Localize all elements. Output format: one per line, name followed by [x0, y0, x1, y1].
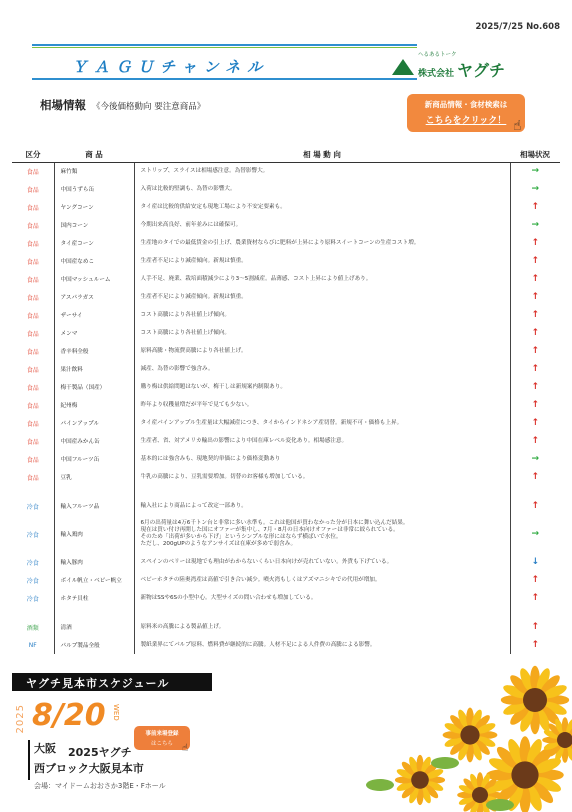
row-status-arrow-icon: ↑	[531, 292, 540, 302]
table-row	[12, 198, 560, 216]
row-item: パインアップル	[54, 414, 134, 432]
row-item: 中国産みかん缶	[54, 432, 134, 450]
row-item: 果汁飲料	[54, 360, 134, 378]
row-item: 中国マッシュルーム	[54, 270, 134, 288]
table-row	[12, 360, 560, 378]
table-row	[12, 180, 560, 198]
row-item: ヤングコーン	[54, 198, 134, 216]
row-status-arrow-icon: ↑	[531, 238, 540, 248]
table-row	[12, 589, 560, 607]
row-status-arrow-icon: ↑	[531, 364, 540, 374]
row-status-arrow-icon: ↑	[531, 436, 540, 446]
row-category: 食品	[26, 222, 39, 230]
table-row	[12, 216, 560, 234]
row-item: 梅干製品（国産）	[54, 378, 134, 396]
table-row	[12, 288, 560, 306]
header-status: 相場状況	[510, 148, 560, 162]
row-item: メンマ	[54, 324, 134, 342]
tag-line1: 事前来場登録	[145, 731, 179, 737]
market-info-table	[12, 148, 560, 654]
venue-info: 会場：マイドームおおさか3階E・Fホール	[34, 782, 166, 790]
row-item: ホタテ貝柱	[54, 589, 134, 607]
schedule-vertical-bar	[28, 740, 30, 780]
row-trend: 原料高騰・物流費高騰により各社値上げ。	[134, 342, 510, 360]
row-status-arrow-icon: ↑	[531, 400, 540, 410]
hand-pointer-icon-small: ☝	[182, 743, 189, 754]
mountain-logo-icon	[392, 55, 414, 77]
row-status-arrow-icon: ↑	[531, 382, 540, 392]
schedule-year: 2025	[15, 704, 26, 734]
row-trend: ストリップ、スライスは相場感注意。為替影響大。	[134, 162, 510, 180]
row-item: 清酒	[54, 618, 134, 636]
table-row	[12, 162, 560, 180]
row-category: 食品	[26, 474, 39, 482]
row-trend: 6月の出荷量は4万6千トン台と非常に多い水準も。これは他国が買わなかった分が日本に舞い込んだ結果。 現在は買い付け再開した国にオファーが集中し、7月・8月の日本向けオファーは非常に絞られている。 そのため「出荷が多いから下げ」というシンプルな形にはならず横ばいで水位。 ただし、200gUPのようなアンサイズは在庫が多めで弱含み。	[134, 515, 510, 553]
promo-line2: こちらをクリック！	[425, 116, 507, 126]
section-title	[40, 97, 205, 113]
table-row	[12, 252, 560, 270]
row-item: 国内コーン	[54, 216, 134, 234]
table-row	[12, 270, 560, 288]
logo-subtext: へるあるトーク	[418, 52, 457, 58]
row-category: 冷食	[26, 595, 39, 603]
header-trend: 相 場 動 向	[134, 148, 510, 162]
row-category: 食品	[26, 258, 39, 266]
row-category: 食品	[26, 384, 39, 392]
issue-date-number: 2025/7/25 No.608	[475, 22, 560, 32]
row-status-arrow-icon: ↑	[531, 256, 540, 266]
row-trend: スペインのベリーは現地でも理由がわからないくらい日本向けが売れていない。外貨も下げている。	[134, 553, 510, 571]
row-status-arrow-icon: ↑	[531, 622, 540, 632]
event-name-line2: 西ブロック大阪見本市	[34, 762, 144, 775]
row-status-arrow-icon: →	[531, 220, 540, 230]
row-status-arrow-icon: ↑	[531, 501, 540, 511]
row-status-arrow-icon: ↑	[531, 310, 540, 320]
row-category: 食品	[26, 366, 39, 374]
row-item: 輸入豚肉	[54, 553, 134, 571]
row-status-arrow-icon: ↑	[531, 418, 540, 428]
row-trend: タイ産は比較的供給安定も現地工場により不安定要素も。	[134, 198, 510, 216]
row-trend: 人手不足、廃業、栽培面積減少により3～5割減産。品薄感、コスト上昇により値上げあり。	[134, 270, 510, 288]
row-status-arrow-icon: ↓	[531, 557, 540, 567]
row-trend: 購り梅は供給問題はないが、梅干しは新規案内制限あり。	[134, 378, 510, 396]
row-trend: 今期出来高良好、前年並みには確保可。	[134, 216, 510, 234]
row-trend: コスト高騰により各社値上げ傾向。	[134, 306, 510, 324]
row-item: 豆乳	[54, 468, 134, 486]
row-trend: 生産地のタイでの最低賃金の引上げ、農業資材ならびに肥料が上昇により原料スイートコーンの生産コスト増。	[134, 234, 510, 252]
table-row	[12, 324, 560, 342]
company-logo[interactable]	[392, 50, 505, 81]
table-row	[12, 468, 560, 486]
row-status-arrow-icon: ↑	[531, 575, 540, 585]
row-category: 食品	[26, 168, 39, 176]
row-category: 食品	[26, 348, 39, 356]
logo-name: ヤグチ	[457, 61, 506, 80]
table-row	[12, 432, 560, 450]
table-row	[12, 515, 560, 553]
row-item: 中国フルーツ缶	[54, 450, 134, 468]
logo-kaisha: 株式会社	[418, 69, 455, 79]
row-category: 食品	[26, 294, 39, 302]
table-row	[12, 618, 560, 636]
row-status-arrow-icon: ↑	[531, 640, 540, 650]
row-trend: 生産者不足により減産傾向。新規は慎重。	[134, 288, 510, 306]
table-row	[12, 396, 560, 414]
row-status-arrow-icon: ↑	[531, 274, 540, 284]
row-item: 紀州梅	[54, 396, 134, 414]
row-category: 食品	[26, 240, 39, 248]
row-trend: 牛乳の高騰により、豆乳需要増加。切替のお客様も増加している。	[134, 468, 510, 486]
table-row	[12, 414, 560, 432]
row-item: アスパラガス	[54, 288, 134, 306]
table-row	[12, 450, 560, 468]
row-category: 食品	[26, 312, 39, 320]
table-row	[12, 342, 560, 360]
table-row	[12, 234, 560, 252]
schedule-title: ヤグチ見本市スケジュール	[12, 673, 212, 691]
channel-header	[32, 44, 417, 82]
row-category: NF	[28, 641, 37, 649]
row-item: 輸入鶏肉	[54, 515, 134, 553]
row-trend: 基本的には強含みも、現地契約単価により価格変動あり	[134, 450, 510, 468]
table-row	[12, 636, 560, 654]
row-category: 食品	[26, 276, 39, 284]
header-line-top	[32, 44, 417, 46]
row-status-arrow-icon: →	[531, 529, 540, 539]
section-subtitle: 《今後価格動向 要注意商品》	[92, 102, 206, 112]
event-name-line1: 2025ヤグチ	[68, 746, 132, 759]
row-trend: 生産者不足により減産傾向。新規は慎重。	[134, 252, 510, 270]
row-status-arrow-icon: ↑	[531, 472, 540, 482]
sunflower-decoration-icon	[350, 665, 572, 812]
row-category: 食品	[26, 420, 39, 428]
product-search-link-button[interactable]	[407, 94, 525, 132]
row-item: パルプ製品全般	[54, 636, 134, 654]
row-item: 麻竹類	[54, 162, 134, 180]
hand-pointer-icon: ☝	[513, 118, 522, 134]
row-category: 食品	[26, 456, 39, 464]
row-status-arrow-icon: ↑	[531, 328, 540, 338]
row-trend: コスト高騰により各社値上げ傾向。	[134, 324, 510, 342]
row-gap	[12, 607, 560, 618]
row-item: タイ産コーン	[54, 234, 134, 252]
row-status-arrow-icon: ↑	[531, 593, 540, 603]
row-category: 食品	[26, 402, 39, 410]
table-row	[12, 378, 560, 396]
promo-line1: 新商品情報・食材検索は	[424, 100, 508, 109]
tag-line2: はこちら	[150, 741, 173, 747]
section-title-main: 相場情報	[40, 98, 86, 112]
row-category: 酒類	[26, 624, 39, 632]
row-trend: 入荷は比較的堅調も、為替の影響大。	[134, 180, 510, 198]
schedule-city: 大阪	[34, 742, 56, 755]
row-trend: 生産者、省、対アメリカ輸出の影響により中国在庫レベル変化あり。相場感注意。	[134, 432, 510, 450]
header-line-bottom	[32, 78, 417, 80]
row-category: 冷食	[26, 503, 39, 511]
header-category: 区分	[12, 148, 54, 162]
row-trend: タイ産パインアップル生産量は大幅減産につき、タイからインドネシア産切替。新規不可・価格も上昇。	[134, 414, 510, 432]
row-category: 食品	[26, 330, 39, 338]
row-category: 食品	[26, 438, 39, 446]
row-category: 冷食	[26, 559, 39, 567]
row-trend: ベビーホタテの陸奥湾産は高値で引き合い減少。噴火湾もしくはアズマニシキでの代用が増加。	[134, 571, 510, 589]
row-trend: 昨年より収穫量増だが平年で見ても少ない。	[134, 396, 510, 414]
row-category: 食品	[26, 186, 39, 194]
row-item: ボイル帆立・ベビー帆立	[54, 571, 134, 589]
row-item: ザーサイ	[54, 306, 134, 324]
row-trend: 減産、為替の影響で強含み。	[134, 360, 510, 378]
table-row	[12, 306, 560, 324]
header-line-green	[32, 47, 417, 48]
row-category: 冷食	[26, 531, 39, 539]
row-status-arrow-icon: →	[531, 184, 540, 194]
row-status-arrow-icon: ↑	[531, 202, 540, 212]
row-gap	[12, 486, 560, 497]
schedule-date: 8/20	[32, 698, 106, 733]
row-trend: 製紙業界にてパルプ原料、燃料費が継続的に高騰。人材不足による人件費の高騰による影響。	[134, 636, 510, 654]
header-item: 商 品	[54, 148, 134, 162]
row-status-arrow-icon: →	[531, 166, 540, 177]
table-row	[12, 571, 560, 589]
channel-title: ＹＡＧＵチャンネル	[72, 58, 270, 76]
table-row	[12, 553, 560, 571]
row-status-arrow-icon: ↑	[531, 346, 540, 356]
row-item: 中国うずら缶	[54, 180, 134, 198]
row-category: 食品	[26, 204, 39, 212]
table-row	[12, 497, 560, 515]
row-trend: 輸入社により商品によって改定一部あり。	[134, 497, 510, 515]
row-trend: 原料米の高騰による製品値上げ。	[134, 618, 510, 636]
row-trend: 新物はSSや6Sの小型中心。大型サイズの問い合わせも増加している。	[134, 589, 510, 607]
row-item: 中国産なめこ	[54, 252, 134, 270]
row-item: 香辛料全般	[54, 342, 134, 360]
row-status-arrow-icon: →	[531, 454, 540, 464]
row-item: 輸入フルーツ品	[54, 497, 134, 515]
row-category: 冷食	[26, 577, 39, 585]
schedule-weekday: WED	[112, 704, 120, 721]
